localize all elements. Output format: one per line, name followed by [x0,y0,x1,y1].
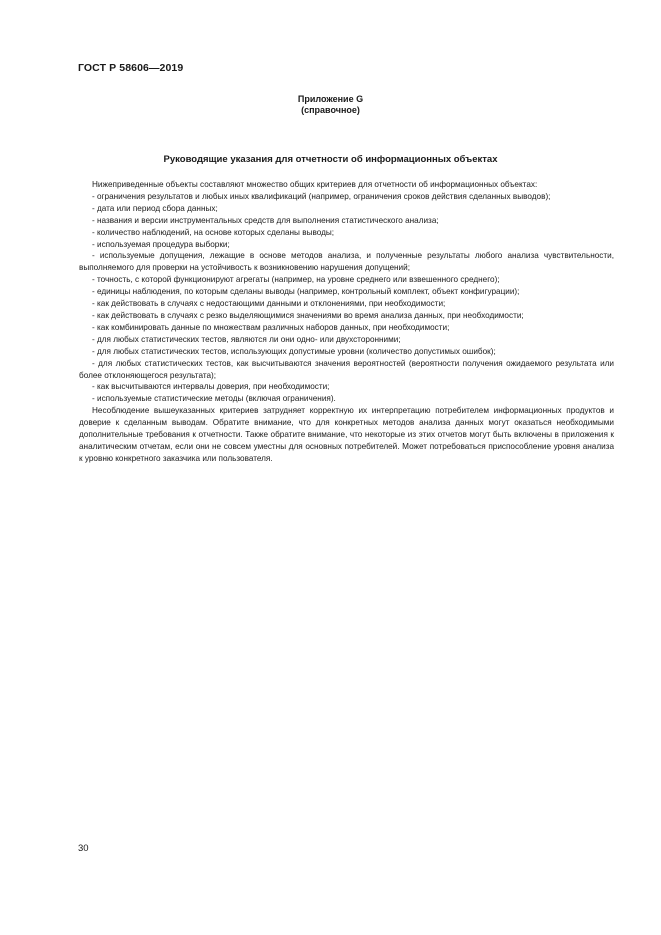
section-title: Руководящие указания для отчетности об информационных объектах [163,154,498,165]
page-number: 30 [78,843,89,854]
list-item: - используемая процедура выборки; [92,239,230,249]
list-item: - как комбинировать данные по множествам различных наборов данных, при необходимости; [92,322,450,332]
paragraph-intro: Нижеприведенные объекты составляют множество общих критериев для отчетности об информационных объектах: [92,180,538,189]
list-item: - для любых статистических тестов, как высчитываются значения вероятностей (вероятности получения ожидаемого результата или более отклоняющегося результата); [79,358,614,380]
list-item: - как действовать в случаях с недостающими данными и отклонениями, при необходимости; [92,299,446,309]
list-item: - используемые допущения, лежащие в основе методов анализа, и полученные результаты любого анализа чувствительности, выполняемого для проверки на устойчивость к возникновению нарушения допущений; [79,251,614,273]
list-item: - названия и версии инструментальных средств для выполнения статистического анализа; [92,215,439,225]
list-item: - для любых статистических тестов, использующих допустимые уровни (количество допустимых ошибок); [92,346,496,356]
list-item: - как высчитываются интервалы доверия, при необходимости; [92,382,330,392]
standard-header: ГОСТ Р 58606—2019 [78,62,184,74]
list-item: - для любых статистических тестов, являются ли они одно- или двухсторонними; [92,334,401,344]
body-text [79,179,614,465]
list-item: - дата или период сбора данных; [92,203,218,213]
list-item: - единицы наблюдения, по которым сделаны выводы (например, контрольный комплект, объект конфигурации); [92,287,520,297]
appendix-note: (справочное) [301,105,360,115]
paragraph-conclusion: Несоблюдение вышеуказанных критериев затрудняет корректную их интерпретацию потребителем информационных продуктов и доверие к сделанным выводам. Обратите внимание, что для конкретных методов анализа данных могут оказаться необходимыми дополнительные требования к отчетности. Также обратите внимание, что некоторые из этих отчетов могут быть включены в приложения к аналитическим отчетам, если они не совсем уместны для основных потребителей. Может потребоваться приспособление уровня анализа к уровню конкретного заказчика или пользователя. [79,406,614,463]
list-item: - точность, с которой функционируют агрегаты (например, на уровне среднего или взвешенного среднего); [92,275,500,285]
list-item: - количество наблюдений, на основе которых сделаны выводы; [92,227,335,237]
list-item: - используемые статистические методы (включая ограничения). [92,394,336,404]
list-item: - ограничения результатов и любых иных квалификаций (например, ограничения сроков действия сделанных выводов); [92,191,551,201]
appendix-title: Приложение G [297,94,364,104]
list-item: - как действовать в случаях с резко выделяющимися значениями во время анализа данных, при необходимости; [92,310,524,320]
